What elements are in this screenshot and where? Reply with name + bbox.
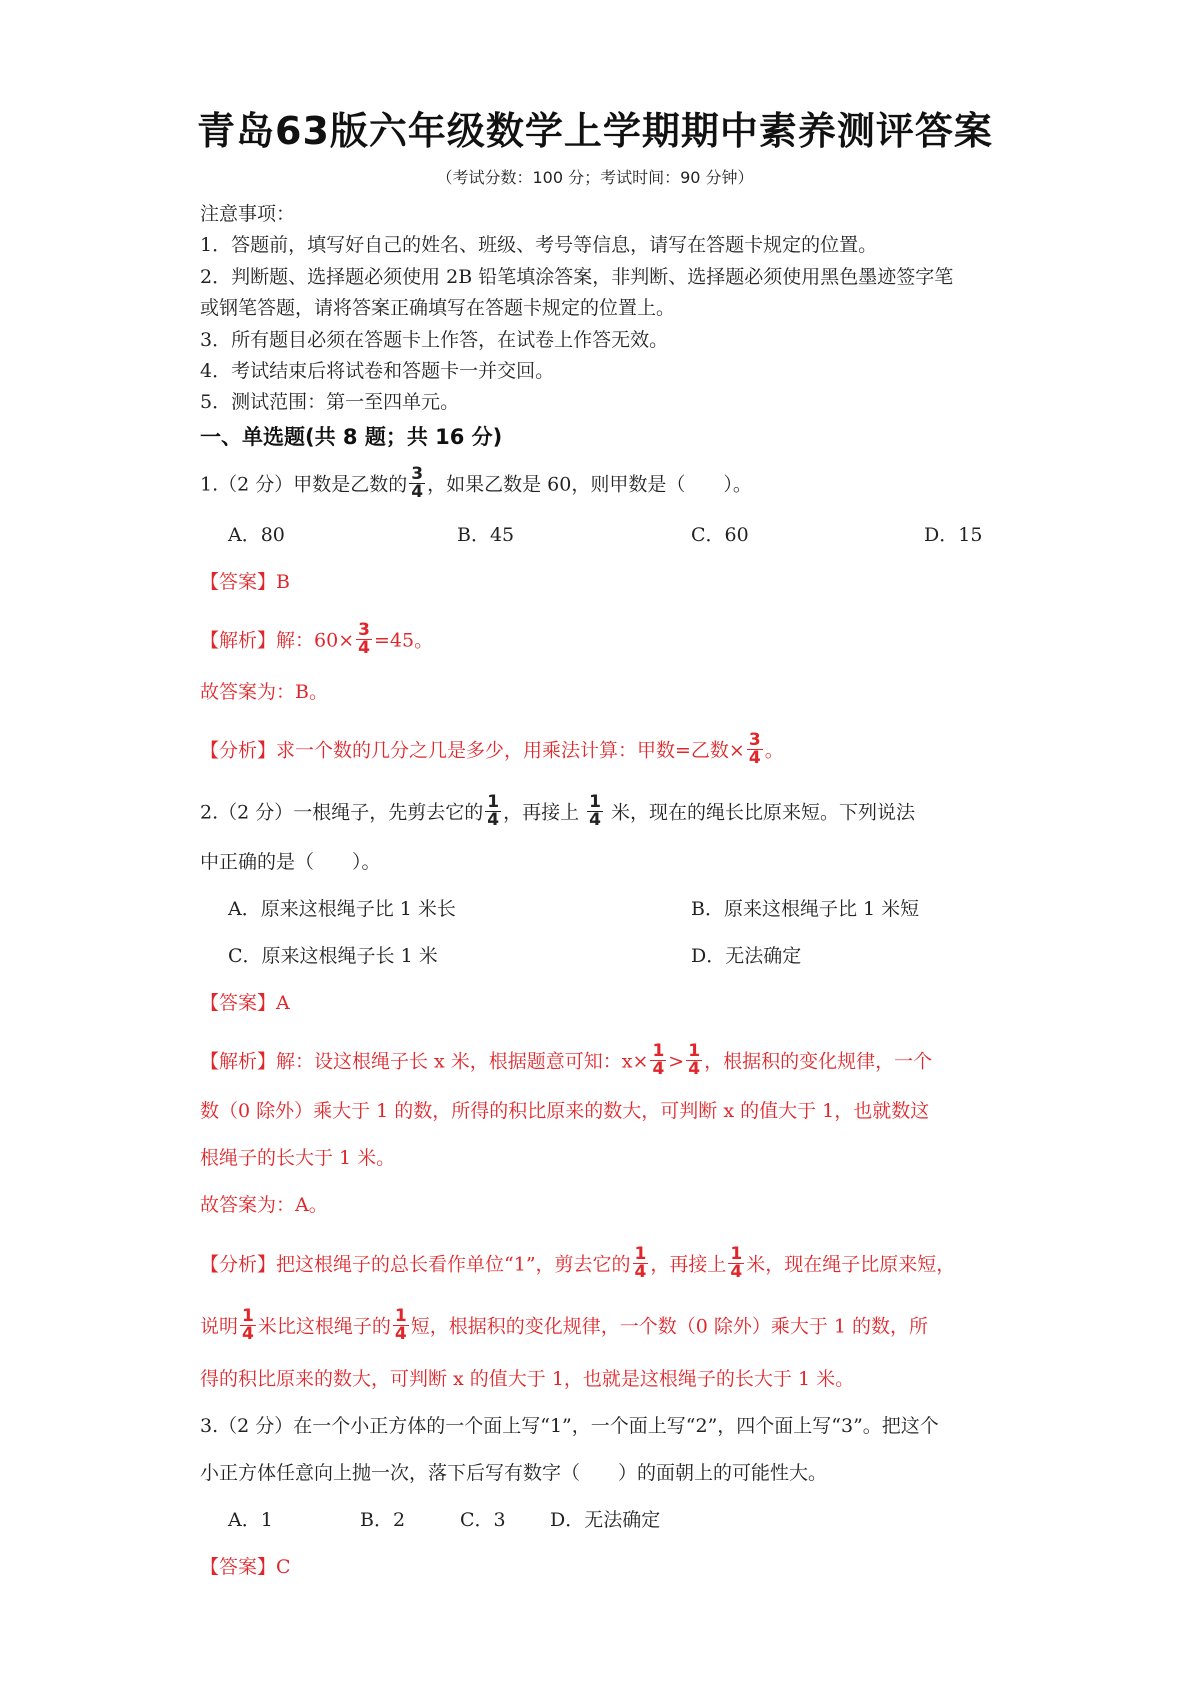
analysis-line: 说明 $\frac{1}{4}$ 米比这根绳子的 $\frac{1}{4}$ 短，根据积的变化规律，一个数（0 除外）乘大于 1 的数，所 bbox=[200, 1306, 929, 1344]
question-2-stem-cont: 中正确的是（ ）。 bbox=[200, 851, 381, 873]
fraction: $\frac{1}{4}$ bbox=[242, 1306, 254, 1344]
question-3-stem-cont: 小正方体任意向上抛一次，落下后写有数字（ ）的面朝上的可能性大。 bbox=[200, 1462, 828, 1484]
notice-item: 3．所有题目必须在答题卡上作答，在试卷上作答无效。 bbox=[200, 329, 669, 351]
option-b: B．原来这根绳子比 1 米短 bbox=[691, 898, 920, 920]
question-1-stem: 1.（2 分）甲数是乙数的 $\frac{3}{4}$ ，如果乙数是 60，则甲数是（ ）。 bbox=[200, 464, 752, 502]
notice-item: 5．测试范围：第一至四单元。 bbox=[200, 391, 460, 413]
option-c: C．原来这根绳子长 1 米 bbox=[228, 945, 438, 967]
notice-item: 1．答题前，填写好自己的姓名、班级、考号等信息，请写在答题卡规定的位置。 bbox=[200, 234, 878, 256]
option-d: D．无法确定 bbox=[550, 1509, 661, 1531]
answer-line: 【答案】A bbox=[200, 992, 290, 1014]
conclusion-line: 故答案为：B。 bbox=[200, 681, 328, 703]
fraction: $\frac{1}{4}$ bbox=[688, 1041, 701, 1079]
conclusion-line: 故答案为：A。 bbox=[200, 1194, 328, 1216]
analysis-line: 【分析】把这根绳子的总长看作单位“1”，剪去它的 $\frac{1}{4}$ ，再接上 $\frac{1}{4}$ 米，现在绳子比原来短， bbox=[200, 1244, 956, 1282]
explanation-line: 数（0 除外）乘大于 1 的数，所得的积比原来的数大，可判断 x 的值大于 1，也就数这 bbox=[200, 1100, 930, 1122]
notice-item: 2．判断题、选择题必须使用 2B 铅笔填涂答案，非判断、选择题必须使用黑色墨迹签字笔 bbox=[200, 266, 954, 288]
answer-line: 【答案】C bbox=[200, 1556, 291, 1578]
explanation-line: 根绳子的长大于 1 米。 bbox=[200, 1147, 396, 1169]
section-heading: 一、单选题(共 8 题；共 16 分) bbox=[200, 425, 503, 449]
fraction: $\frac{1}{4}$ bbox=[634, 1244, 647, 1282]
fraction: $\frac{1}{4}$ bbox=[487, 792, 500, 830]
option-d: D．15 bbox=[924, 524, 983, 546]
question-2-stem: 2.（2 分）一根绳子，先剪去它的 $\frac{1}{4}$ ，再接上 $\frac{1}{4}$ 米，现在的绳长比原来短。下列说法 bbox=[200, 792, 916, 830]
fraction: $\frac{3}{4}$ bbox=[411, 464, 424, 502]
fraction: $\frac{1}{4}$ bbox=[730, 1244, 743, 1282]
explanation-line: 【解析】解：设这根绳子长 x 米，根据题意可知：x× $\frac{1}{4}$ > $\frac{1}{4}$ ，根据积的变化规律，一个 bbox=[200, 1041, 933, 1079]
explanation-line: 【解析】解：60× $\frac{3}{4}$ =45。 bbox=[200, 620, 434, 658]
option-c: C．60 bbox=[691, 524, 749, 546]
option-c: C．3 bbox=[460, 1509, 506, 1531]
exam-info: （考试分数：100 分；考试时间：90 分钟） bbox=[436, 168, 754, 187]
option-b: B．2 bbox=[360, 1509, 406, 1531]
analysis-line: 得的积比原来的数大，可判断 x 的值大于 1，也就是这根绳子的长大于 1 米。 bbox=[200, 1368, 855, 1390]
answer-line: 【答案】B bbox=[200, 571, 290, 593]
option-a: A．1 bbox=[228, 1509, 273, 1531]
analysis-line: 【分析】求一个数的几分之几是多少，用乘法计算：甲数=乙数× $\frac{3}{4}$ 。 bbox=[200, 730, 784, 768]
page-title: 青岛63版六年级数学上学期期中素养测评答案 bbox=[197, 109, 993, 153]
fraction: $\frac{1}{4}$ bbox=[394, 1306, 407, 1344]
fraction: $\frac{3}{4}$ bbox=[748, 730, 761, 768]
fraction: $\frac{1}{4}$ bbox=[652, 1041, 665, 1079]
option-d: D．无法确定 bbox=[691, 945, 802, 967]
fraction: $\frac{1}{4}$ bbox=[589, 792, 601, 830]
notice-item: 4．考试结束后将试卷和答题卡一并交回。 bbox=[200, 360, 555, 382]
notice-item: 或钢笔答题，请将答案正确填写在答题卡规定的位置上。 bbox=[200, 297, 676, 319]
option-a: A．80 bbox=[228, 524, 285, 546]
option-a: A．原来这根绳子比 1 米长 bbox=[228, 898, 456, 920]
option-b: B．45 bbox=[457, 524, 515, 546]
fraction: $\frac{3}{4}$ bbox=[358, 620, 370, 658]
notice-heading: 注意事项： bbox=[200, 203, 296, 225]
question-3-stem: 3.（2 分）在一个小正方体的一个面上写“1”，一个面上写“2”，四个面上写“3”。把这个 bbox=[200, 1415, 939, 1437]
